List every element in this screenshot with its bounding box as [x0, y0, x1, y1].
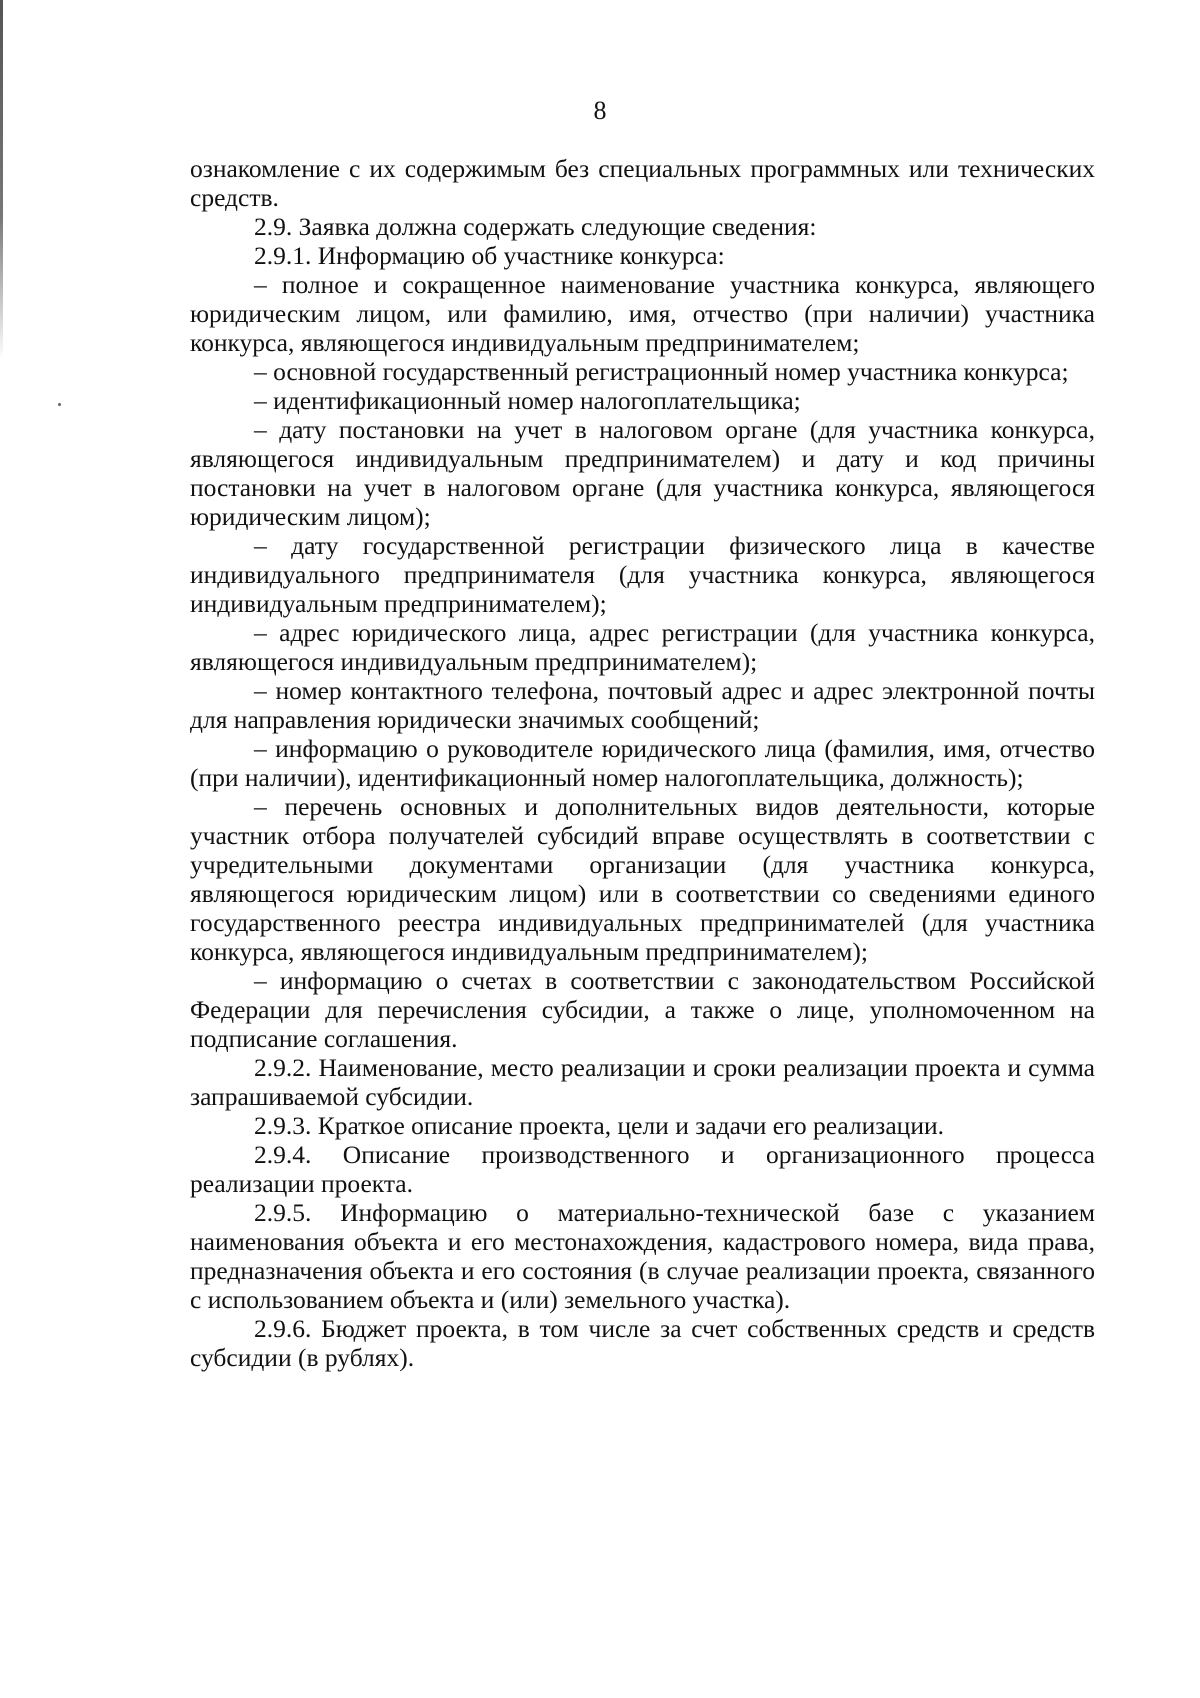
- scan-edge-mark: [0, 0, 3, 360]
- paragraph-2-9: 2.9. Заявка должна содержать следующие сведения:: [254, 212, 817, 241]
- document-body: [190, 154, 1095, 1372]
- list-item-activities: – перечень основных и дополнительных видов деятельности, которые участник отбора получателей субсидий вправе осуществлять в соответствии с учредительными документами организации (для участника конкурса, являющегося юридическим лицом) или в соответствии со сведениями единого государственного реестра индивидуальных предпринимателей (для участника конкурса, являющегося индивидуальным предпринимателем);: [190, 792, 1095, 966]
- list-item-accounts: – информацию о счетах в соответствии с законодательством Российской Федерации для перечисления субсидии, а также о лице, уполномоченном на подписание соглашения.: [190, 966, 1095, 1053]
- paragraph-2-9-4: 2.9.4. Описание производственного и организационного процесса реализации проекта.: [190, 1140, 1095, 1198]
- list-item-state-registration: – дату государственной регистрации физического лица в качестве индивидуального предпринимателя (для участника конкурса, являющегося индивидуальным предпринимателем);: [190, 531, 1095, 618]
- list-item-name: – полное и сокращенное наименование участника конкурса, являющего юридическим лицом, или фамилию, имя, отчество (при наличии) участника конкурса, являющегося индивидуальным предпринимателем;: [190, 270, 1095, 357]
- list-item-tax-registration: – дату постановки на учет в налоговом органе (для участника конкурса, являющегося индивидуальным предпринимателем) и дату и код причины постановки на учет в налоговом органе (для участника конкурса, являющегося юридическим лицом);: [190, 415, 1095, 531]
- list-item-ogrn: – основной государственный регистрационный номер участника конкурса;: [254, 357, 1069, 386]
- list-item-inn: – идентификационный номер налогоплательщика;: [254, 386, 801, 415]
- paragraph-2-9-2: 2.9.2. Наименование, место реализации и сроки реализации проекта и сумма запрашиваемой субсидии.: [190, 1053, 1095, 1111]
- list-item-address: – адрес юридического лица, адрес регистрации (для участника конкурса, являющегося индивидуальным предпринимателем);: [190, 618, 1095, 676]
- paragraph-2-9-1: 2.9.1. Информацию об участнике конкурса:: [254, 241, 725, 270]
- list-item-contacts: – номер контактного телефона, почтовый адрес и адрес электронной почты для направления юридически значимых сообщений;: [190, 676, 1095, 734]
- paragraph-2-9-5: 2.9.5. Информацию о материально-технической базе с указанием наименования объекта и его местонахождения, кадастрового номера, вида права, предназначения объекта и его состояния (в случае реализации проекта, связанного с использованием объекта и (или) земельного участка).: [190, 1198, 1095, 1314]
- paragraph-continuation: ознакомление с их содержимым без специальных программных или технических средств.: [190, 154, 1095, 212]
- list-item-director: – информацию о руководителе юридического лица (фамилия, имя, отчество (при наличии), идентификационный номер налогоплательщика, должность);: [190, 734, 1095, 792]
- paragraph-2-9-6: 2.9.6. Бюджет проекта, в том числе за счет собственных средств и средств субсидии (в рублях).: [190, 1314, 1095, 1372]
- paragraph-2-9-3: 2.9.3. Краткое описание проекта, цели и задачи его реализации.: [254, 1111, 944, 1140]
- page-number: 8: [593, 96, 607, 125]
- scan-speck: [58, 403, 61, 406]
